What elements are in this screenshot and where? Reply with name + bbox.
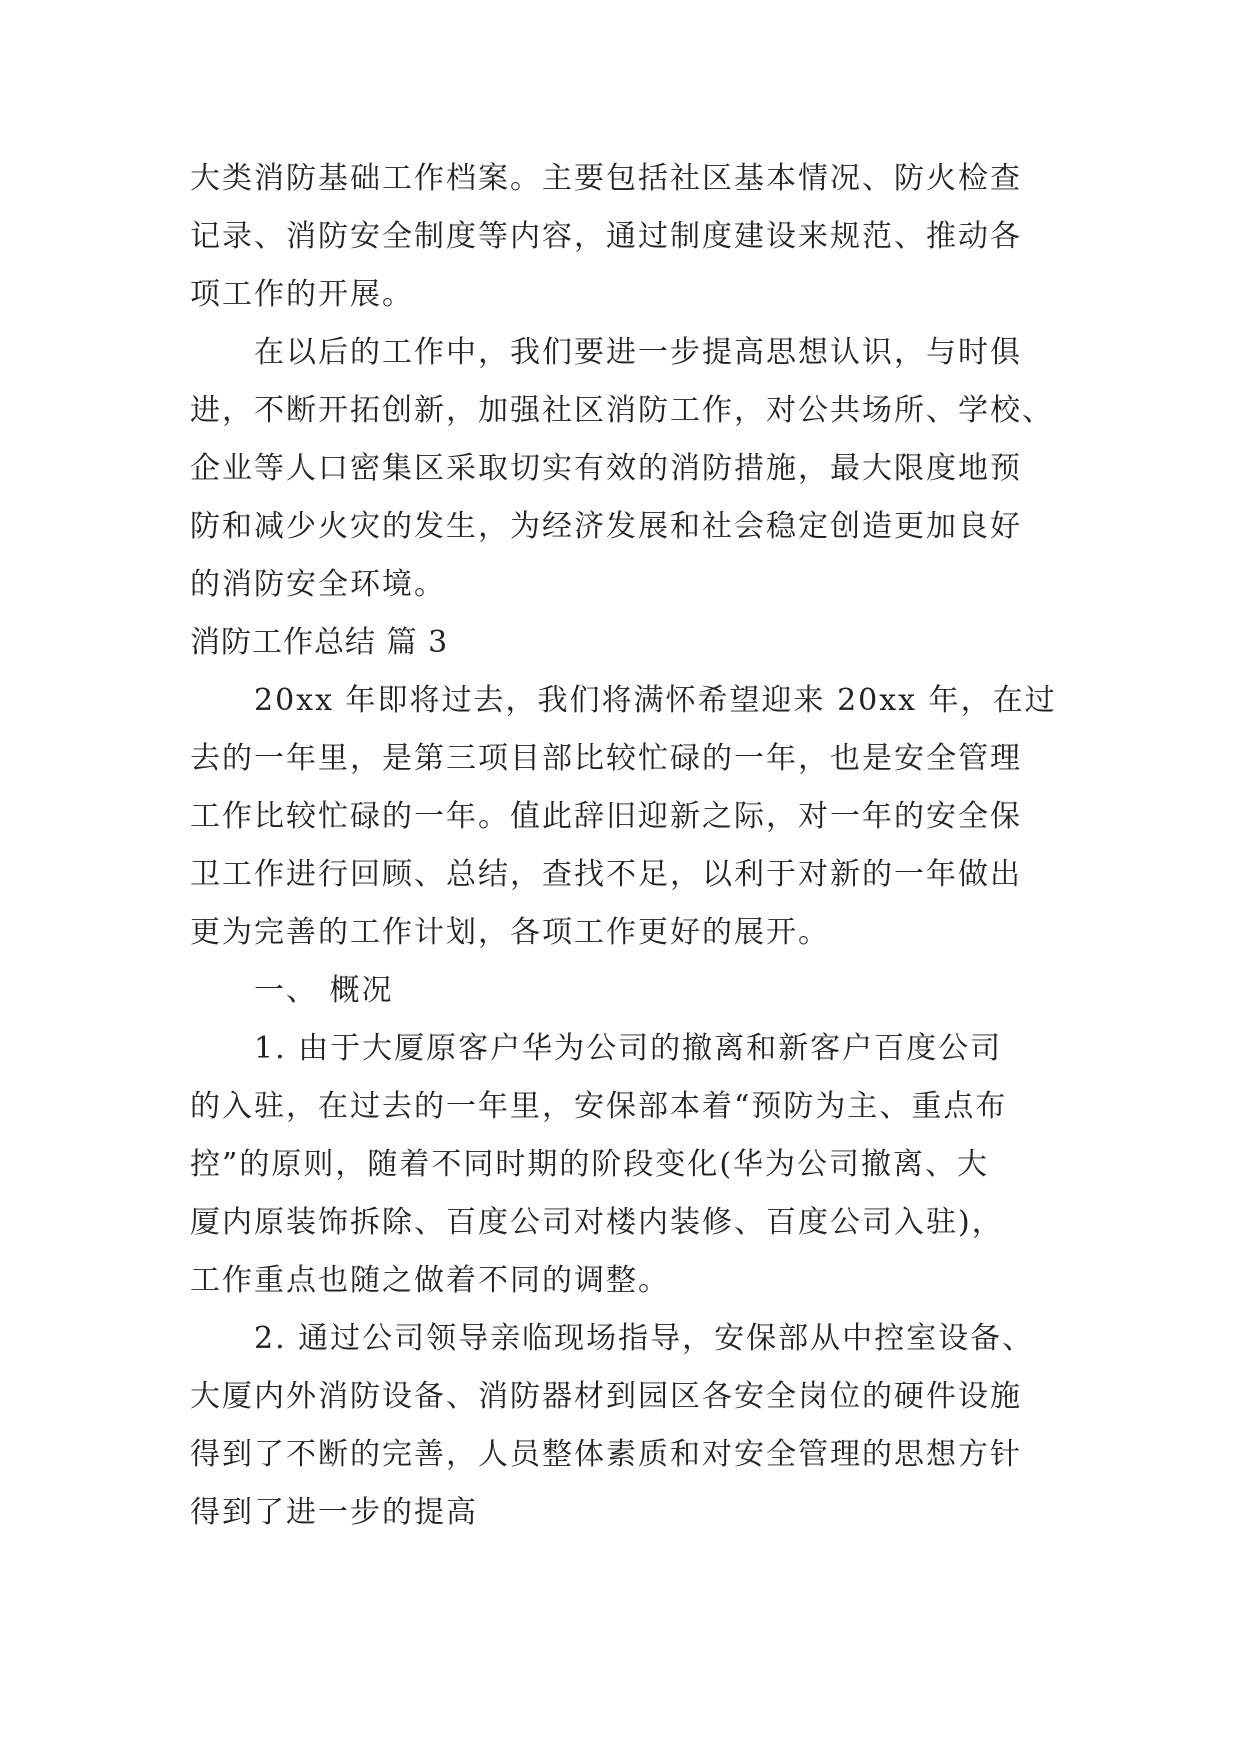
- text-line: 得到了不断的完善，人员整体素质和对安全管理的思想方针: [190, 1437, 1022, 1472]
- paragraph-start-line: 1. 由于大厦原客户华为公司的撤离和新客户百度公司: [254, 1031, 1003, 1066]
- text-line: 卫工作进行回顾、总结，查找不足，以利于对新的一年做出: [190, 857, 1022, 892]
- text-line: 记录、消防安全制度等内容，通过制度建设来规范、推动各: [190, 219, 1022, 254]
- text-line: 控”的原则，随着不同时期的阶段变化(华为公司撤离、大: [190, 1147, 990, 1182]
- text-line: 大类消防基础工作档案。主要包括社区基本情况、防火检查: [190, 161, 1022, 196]
- text-line: 去的一年里，是第三项目部比较忙碌的一年，也是安全管理: [190, 741, 1022, 776]
- text-line: 进，不断开拓创新，加强社区消防工作，对公共场所、学校、: [190, 393, 1054, 428]
- subsection-heading: 一、 概况: [254, 973, 394, 1008]
- text-line: 企业等人口密集区采取切实有效的消防措施，最大限度地预: [190, 451, 1022, 486]
- text-line: 工作比较忙碌的一年。值此辞旧迎新之际，对一年的安全保: [190, 799, 1022, 834]
- text-line: 更为完善的工作计划，各项工作更好的展开。: [190, 915, 830, 950]
- text-line: 项工作的开展。: [190, 277, 414, 312]
- document-page: [190, 150, 1057, 1542]
- text-line: 工作重点也随之做着不同的调整。: [190, 1263, 670, 1298]
- text-line: 的消防安全环境。: [190, 567, 446, 602]
- text-line: 防和减少火灾的发生，为经济发展和社会稳定创造更加良好: [190, 509, 1022, 544]
- paragraph-start-line: 2. 通过公司领导亲临现场指导，安保部从中控室设备、: [254, 1321, 1035, 1356]
- text-line: 大厦内外消防设备、消防器材到园区各安全岗位的硬件设施: [190, 1379, 1022, 1414]
- section-heading: 消防工作总结 篇 3: [190, 625, 449, 660]
- text-line: 的入驻，在过去的一年里，安保部本着“预防为主、重点布: [190, 1089, 1008, 1124]
- text-line: 得到了进一步的提高: [190, 1495, 478, 1530]
- text-line: 厦内原装饰拆除、百度公司对楼内装修、百度公司入驻)，: [190, 1205, 1004, 1240]
- paragraph-start-line: 在以后的工作中，我们要进一步提高思想认识，与时俱: [254, 335, 1022, 370]
- paragraph-start-line: 20xx 年即将过去，我们将满怀希望迎来 20xx 年，在过: [254, 683, 1057, 718]
